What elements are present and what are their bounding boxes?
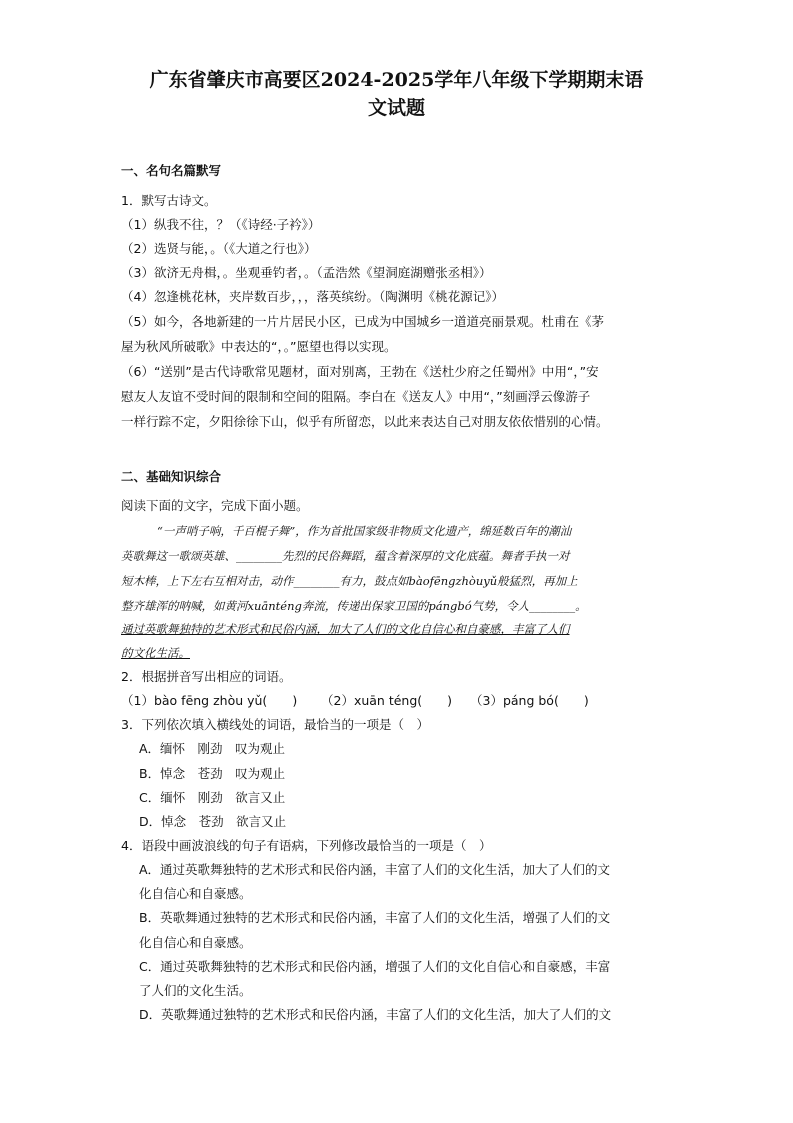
question-2-item: （2）xuān téng( ) <box>321 693 453 708</box>
question-4-option: A．通过英歌舞独特的艺术形式和民俗内涵，丰富了人们的文化生活，加大了人们的文 <box>139 862 611 877</box>
page-title-line-1: 广东省肇庆市高要区2024-2025学年八年级下学期期末语 <box>149 69 644 91</box>
question-2-item: （3）páng bó( ) <box>470 693 589 708</box>
question-4-option-continued: 化自信心和自豪感。 <box>139 886 252 901</box>
passage-wavy-sentence: 的文化生活。 <box>121 646 190 660</box>
section-heading-2: 二、基础知识综合 <box>121 469 222 484</box>
question-3-option: C．缅怀 刚劲 欲言又止 <box>139 790 286 805</box>
passage-line: 英歌舞这一歌颂英雄、________先烈的民俗舞蹈，蕴含着深厚的文化底蕴。舞者手执一对 <box>121 549 570 563</box>
question-2-stem: 2．根据拼音写出相应的词语。 <box>121 669 292 684</box>
question-1-item: （3）欲济无舟楫，。坐观垂钓者，。（孟浩然《望洞庭湖赠张丞相》） <box>121 265 492 280</box>
question-4-option: B．英歌舞通过独特的艺术形式和民俗内涵，丰富了人们的文化生活，增强了人们的文 <box>139 910 611 925</box>
question-4-option: C．通过英歌舞独特的艺术形式和民俗内涵，增强了人们的文化自信心和自豪感，丰富 <box>139 959 611 974</box>
question-4-option: D．英歌舞通过独特的艺术形式和民俗内涵，丰富了人们的文化生活，加大了人们的文 <box>139 1007 612 1022</box>
question-1-item-continued: 一样行踪不定，夕阳徐徐下山，似乎有所留恋，以此来表达自己对朋友依依惜别的心情。 <box>121 414 609 429</box>
question-1-stem: 1．默写古诗文。 <box>121 193 217 208</box>
passage-line: 短木棒，上下左右互相对击，动作________有力，鼓点如bàofēngzhòuyǔ般猛烈，再加上 <box>121 574 578 588</box>
passage-wavy-sentence: 通过英歌舞独特的艺术形式和民俗内涵，加大了人们的文化自信心和自豪感，丰富了人们 <box>121 622 570 636</box>
question-1-item: （1）纵我不往，？（《诗经·子衿》） <box>121 217 321 232</box>
question-3-stem: 3．下列依次填入横线处的词语，最恰当的一项是（ ） <box>121 717 429 732</box>
question-1-item: （2）选贤与能，。（《大道之行也》） <box>121 241 317 256</box>
passage-line: 整齐雄浑的呐喊，如黄河xuānténg奔流，传递出保家卫国的pángbó气势，令人________。 <box>121 599 587 613</box>
question-4-option-continued: 化自信心和自豪感。 <box>139 935 252 950</box>
question-1-item: （5）如今，各地新建的一片片居民小区，已成为中国城乡一道道亮丽景观。杜甫在《茅 <box>121 314 604 329</box>
question-3-option: D．悼念 苍劲 欲言又止 <box>139 814 287 829</box>
section-heading-1: 一、名句名篇默写 <box>121 163 222 178</box>
passage-line: “一声哨子响，千百棍子舞”，作为首批国家级非物质文化遗产，绵延数百年的潮汕 <box>157 524 572 538</box>
question-1-item-continued: 屋为秋风所破歌》中表达的“，。”愿望也得以实现。 <box>121 339 397 354</box>
question-3-option: A．缅怀 刚劲 叹为观止 <box>139 741 286 756</box>
question-2-item: （1）bào fēng zhòu yǔ( ) <box>121 693 298 708</box>
question-1-item-continued: 慰友人友谊不受时间的限制和空间的阻隔。李白在《送友人》中用“，”刻画浮云像游子 <box>121 389 591 404</box>
question-4-option-continued: 了人们的文化生活。 <box>139 983 252 998</box>
question-1-item: （4）忽逢桃花林，夹岸数百步，，，落英缤纷。（陶渊明《桃花源记》） <box>121 289 504 304</box>
question-3-option: B．悼念 苍劲 叹为观止 <box>139 766 286 781</box>
question-1-item: （6）“送别”是古代诗歌常见题材，面对别离，王勃在《送杜少府之任蜀州》中用“，”安 <box>121 364 599 379</box>
page-title-line-2: 文试题 <box>367 97 425 119</box>
reading-instruction: 阅读下面的文字，完成下面小题。 <box>121 498 309 513</box>
question-4-stem: 4．语段中画波浪线的句子有语病，下列修改最恰当的一项是（ ） <box>121 838 492 853</box>
